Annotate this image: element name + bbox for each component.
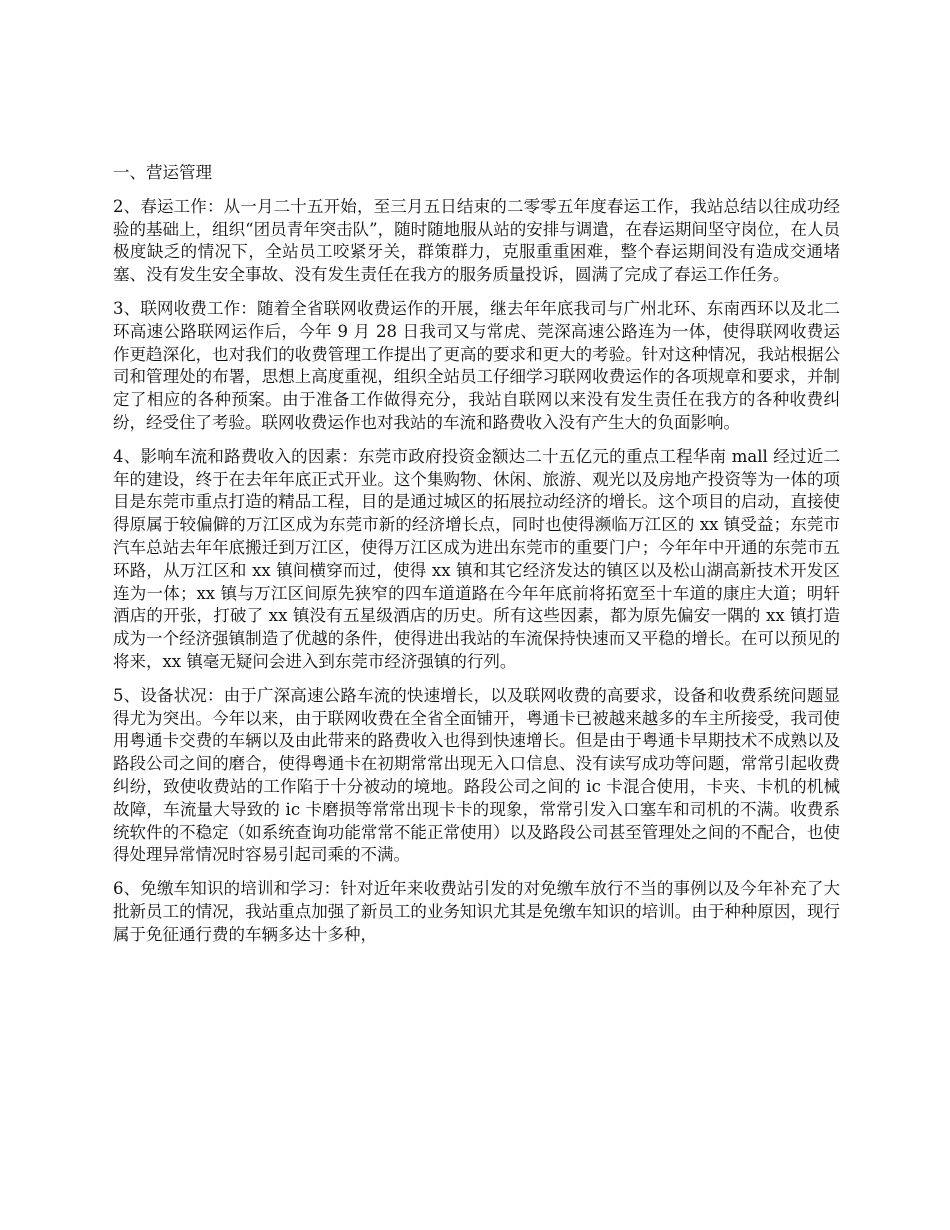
paragraph-spring-transport: 2、春运工作：从一月二十五开始，至三月五日结束的二零零五年度春运工作，我站总结以往成功经验的基础上，组织“团员青年突击队”，随时随地服从站的安排与调遣，在春运期间坚守岗位，在人员极度缺乏的情况下，全站员工咬紧牙关，群策群力，克服重重困难，整个春运期间没有造成交通堵塞、没有发生安全事故、没有发生责任在我方的服务质量投诉，圆满了完成了春运工作任务。 [113,196,840,285]
paragraph-equipment-status: 5、设备状况：由于广深高速公路车流的快速增长，以及联网收费的高要求，设备和收费系统问题显得尤为突出。今年以来，由于联网收费在全省全面铺开，粤通卡已被越来越多的车主所接受，我司使用粤通卡交费的车辆以及由此带来的路费收入也得到快速增长。但是由于粤通卡早期技术不成熟以及路段公司之间的磨合，使得粤通卡在初期常常出现无入口信息、没有读写成功等问题，常常引起收费纠纷，致使收费站的工作陷于十分被动的境地。路段公司之间的 ic 卡混合使用，卡夹、卡机的机械故障，车流量大导致的 ic 卡磨损等常常出现卡卡的现象，常常引发入口塞车和司机的不满。收费系统软件的不稳定（如系统查询功能常常不能正常使用）以及路段公司甚至管理处之间的不配合，也使得处理异常情况时容易引起司乘的不满。 [113,685,840,865]
document-body [113,162,840,958]
paragraph-exempt-vehicle-training: 6、免缴车知识的培训和学习：针对近年来收费站引发的对免缴车放行不当的事例以及今年补充了大批新员工的情况，我站重点加强了新员工的业务知识尤其是免缴车知识的培训。由于种种原因，现行属于免征通行费的车辆多达十多种， [113,879,840,944]
section-heading: 一、营运管理 [113,163,212,182]
paragraph-traffic-factors: 4、影响车流和路费收入的因素：东莞市政府投资金额达二十五亿元的重点工程华南 mall 经过近二年的建设，终于在去年年底正式开业。这个集购物、休闲、旅游、观光以及房地产投资等为一体的项目是东莞市重点打造的精品工程，目的是通过城区的拓展拉动经济的增长。这个项目的启动，直接使得原属于较偏僻的万江区成为东莞市新的经济增长点，同时也使得濒临万江区的 xx 镇受益；东莞市汽车总站去年年底搬迁到万江区，使得万江区成为进出东莞市的重要门户；今年年中开通的东莞市五环路，从万江区和 xx 镇间横穿而过，使得 xx 镇和其它经济发达的镇区以及松山湖高新技术开发区连为一体；xx 镇与万江区间原先狭窄的四车道道路在今年年底前将拓宽至十车道的康庄大道；明轩酒店的开张，打破了 xx 镇没有五星级酒店的历史。所有这些因素，都为原先偏安一隅的 xx 镇打造成为一个经济强镇制造了优越的条件，使得进出我站的车流保持快速而又平稳的增长。在可以预见的将来，xx 镇毫无疑问会进入到东莞市经济强镇的行列。 [113,446,840,671]
paragraph-network-toll: 3、联网收费工作：随着全省联网收费运作的开展，继去年年底我司与广州北环、东南西环以及北二环高速公路联网运作后，今年 9 月 28 日我司又与常虎、莞深高速公路连为一体，使得联网收费运作更趋深化，也对我们的收费管理工作提出了更高的要求和更大的考验。针对这种情况，我站根据公司和管理处的布署，思想上高度重视，组织全站员工仔细学习联网收费运作的各项规章和要求，并制定了相应的各种预案。由于准备工作做得充分，我站自联网以来没有发生责任在我方的各种收费纠纷，经受住了考验。联网收费运作也对我站的车流和路费收入没有产生大的负面影响。 [113,298,840,432]
